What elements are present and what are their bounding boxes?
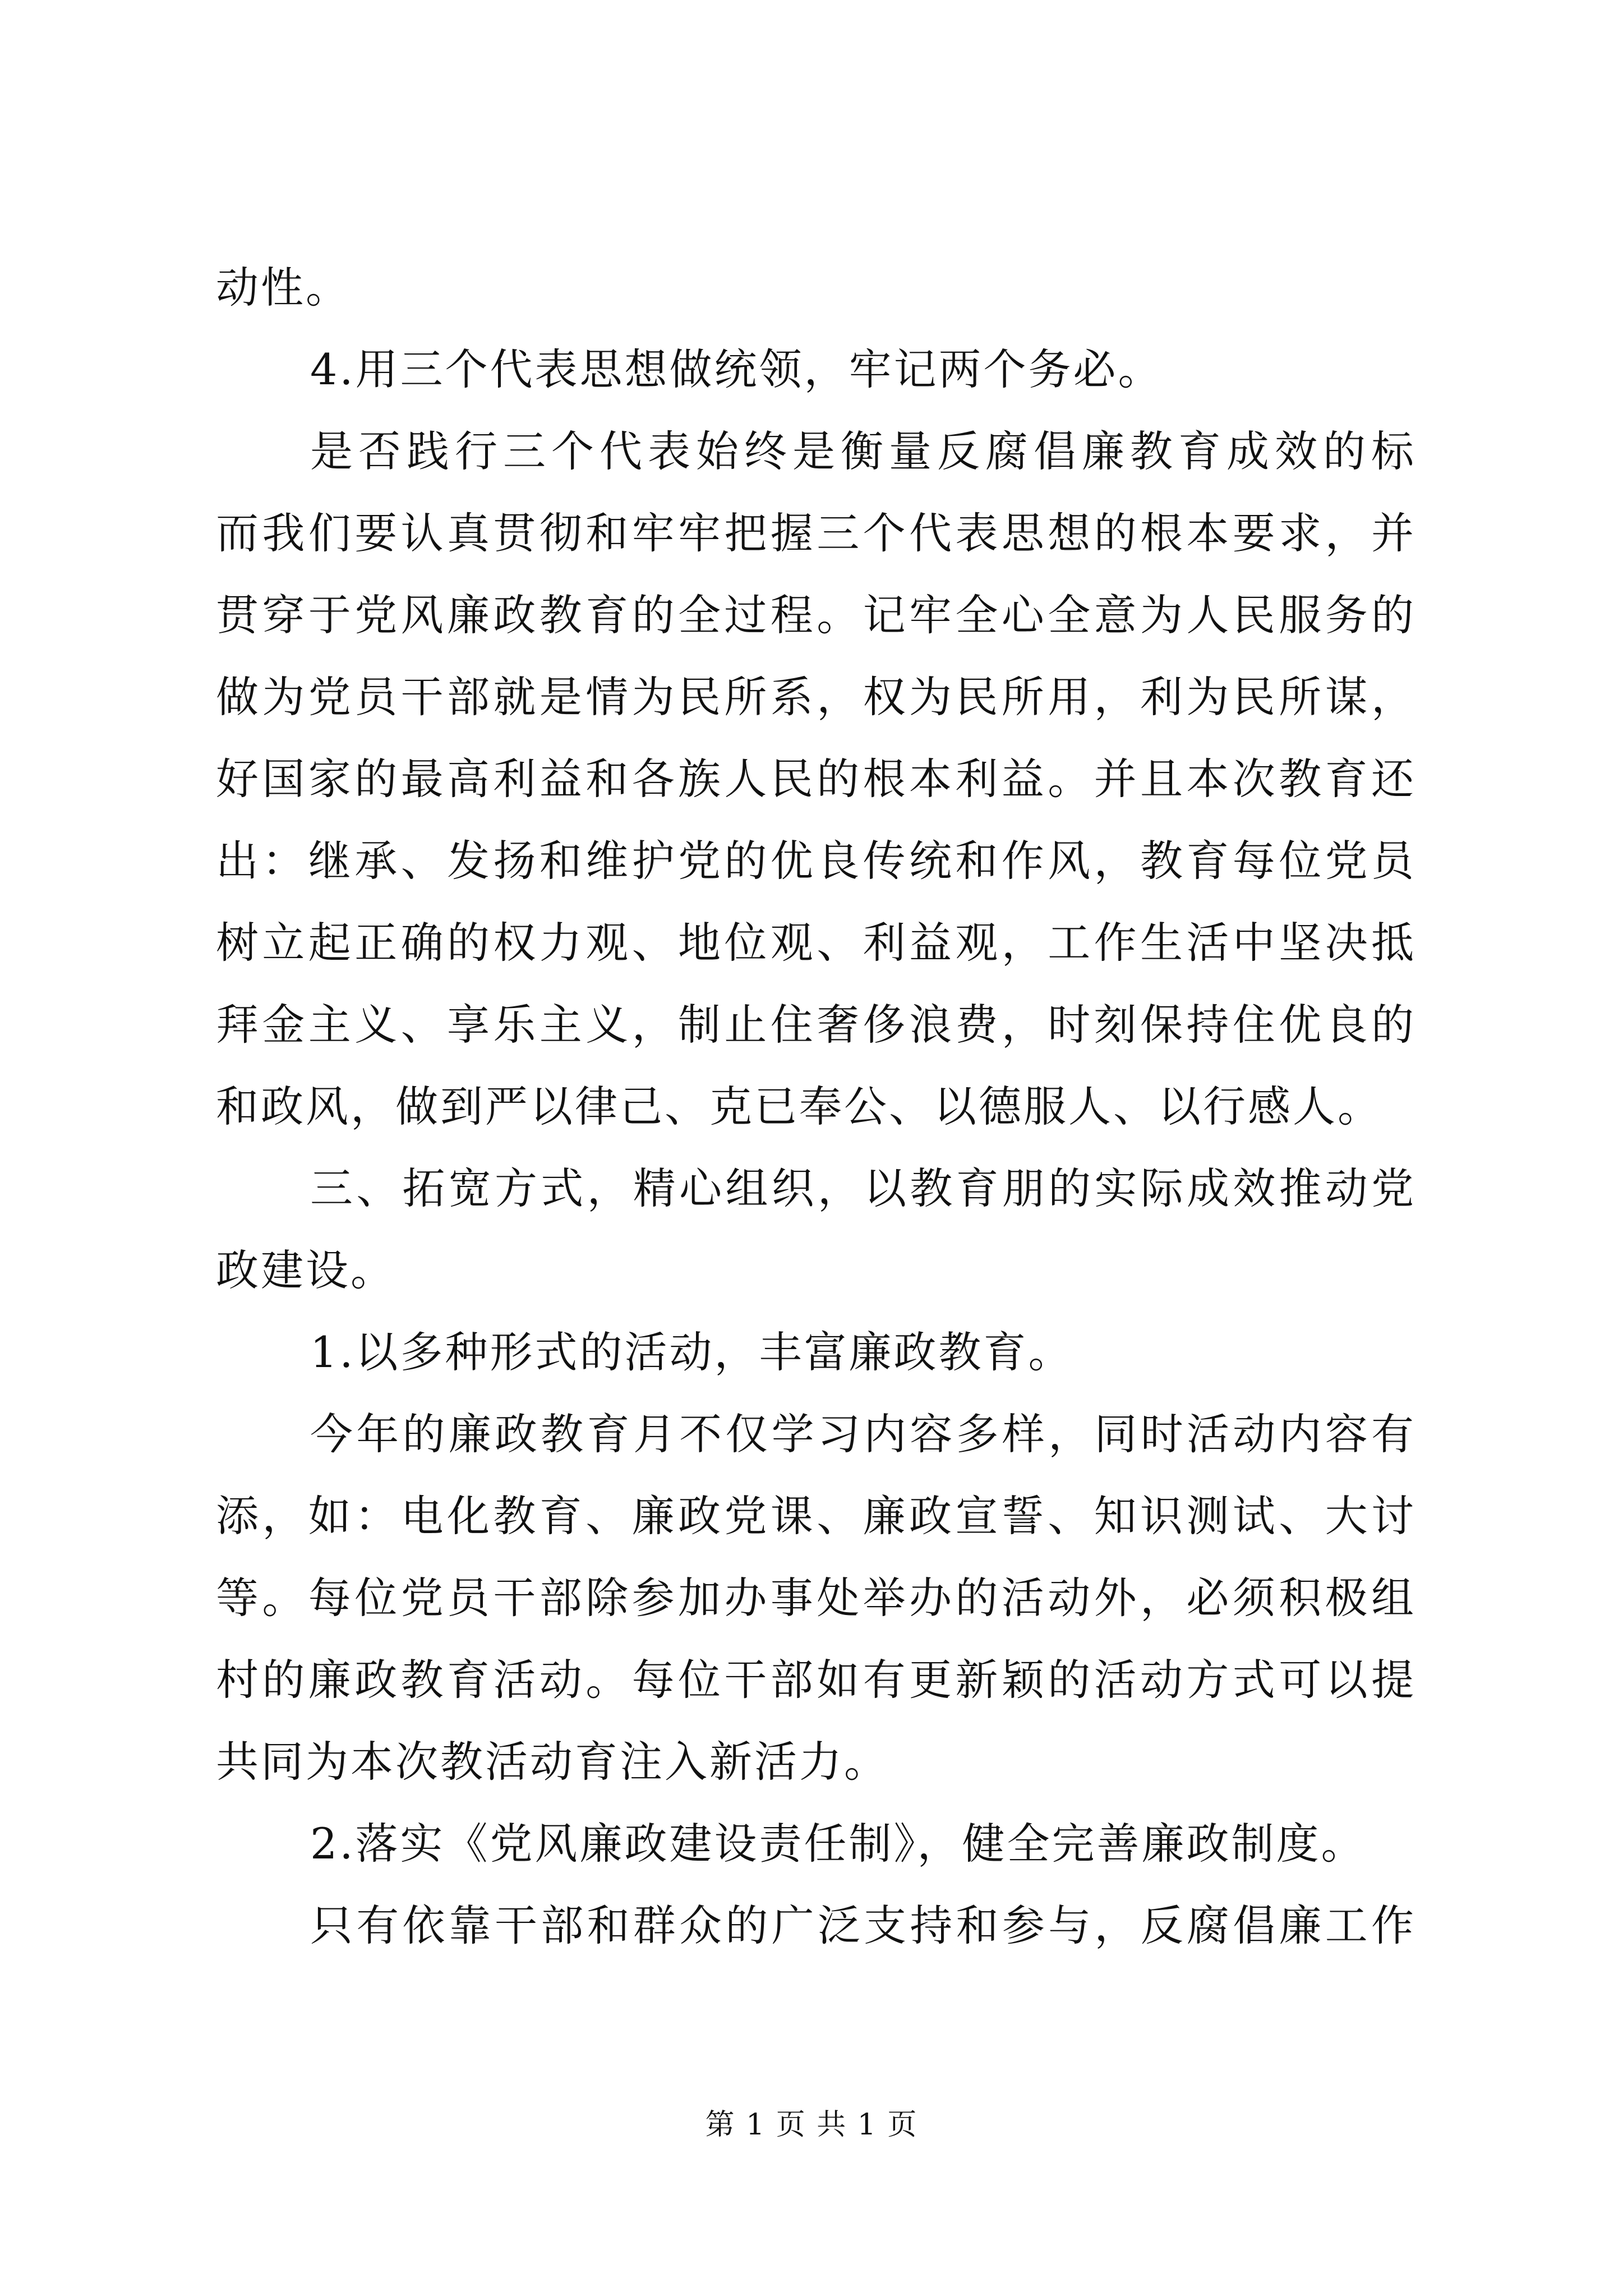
body-line: 政建设。 bbox=[216, 1245, 395, 1295]
body-line: 树立起正确的权力观、地位观、利益观，工作生活中坚决抵 bbox=[216, 918, 1416, 968]
document-body bbox=[216, 247, 1416, 1967]
section-heading: 1.以多种形式的活动，丰富廉政教育。 bbox=[310, 1327, 1073, 1377]
body-line: 共同为本次教活动育注入新活力。 bbox=[216, 1737, 889, 1787]
body-line: 拜金主义、享乐主义，制止住奢侈浪费，时刻保持住优良的 bbox=[216, 1000, 1416, 1050]
paragraph-first-line: 今年的廉政教育月不仅学习内容多样，同时活动内容有 bbox=[310, 1409, 1416, 1459]
section-heading: 三、拓宽方式，精心组织，以教育朋的实际成效推动党 bbox=[310, 1163, 1416, 1213]
paragraph-first-line: 只有依靠干部和群众的广泛支持和参与，反腐倡廉工作 bbox=[310, 1901, 1416, 1950]
body-line: 做为党员干部就是情为民所系，权为民所用，利为民所谋， bbox=[216, 672, 1416, 722]
body-line: 等。每位党员干部除参加办事处举办的活动外，必须积极组 bbox=[216, 1573, 1416, 1623]
page-number-footer: 第 1 页 共 1 页 bbox=[705, 2108, 918, 2142]
paragraph-first-line: 是否践行三个代表始终是衡量反腐倡廉教育成效的标 bbox=[310, 426, 1416, 476]
body-line: 和政风，做到严以律己、克已奉公、以德服人、以行感人。 bbox=[216, 1082, 1382, 1131]
body-line: 动性。 bbox=[216, 263, 351, 312]
section-heading: 4.用三个代表思想做统领，牢记两个务必。 bbox=[310, 344, 1163, 394]
body-line: 贯穿于党风廉政教育的全过程。记牢全心全意为人民服务的 bbox=[216, 590, 1416, 640]
body-line: 出：继承、发扬和维护党的优良传统和作风，教育每位党员 bbox=[216, 836, 1416, 886]
body-line: 添，如：电化教育、廉政党课、廉政宣誓、知识测试、大讨 bbox=[216, 1491, 1416, 1541]
body-line: 而我们要认真贯彻和牢牢把握三个代表思想的根本要求，并 bbox=[216, 508, 1416, 558]
body-line: 村的廉政教育活动。每位干部如有更新颖的活动方式可以提 bbox=[216, 1655, 1416, 1705]
section-heading: 2.落实《党风廉政建设责任制》，健全完善廉政制度。 bbox=[310, 1819, 1366, 1869]
body-line: 好国家的最高利益和各族人民的根本利益。并且本次教育还 bbox=[216, 754, 1416, 804]
